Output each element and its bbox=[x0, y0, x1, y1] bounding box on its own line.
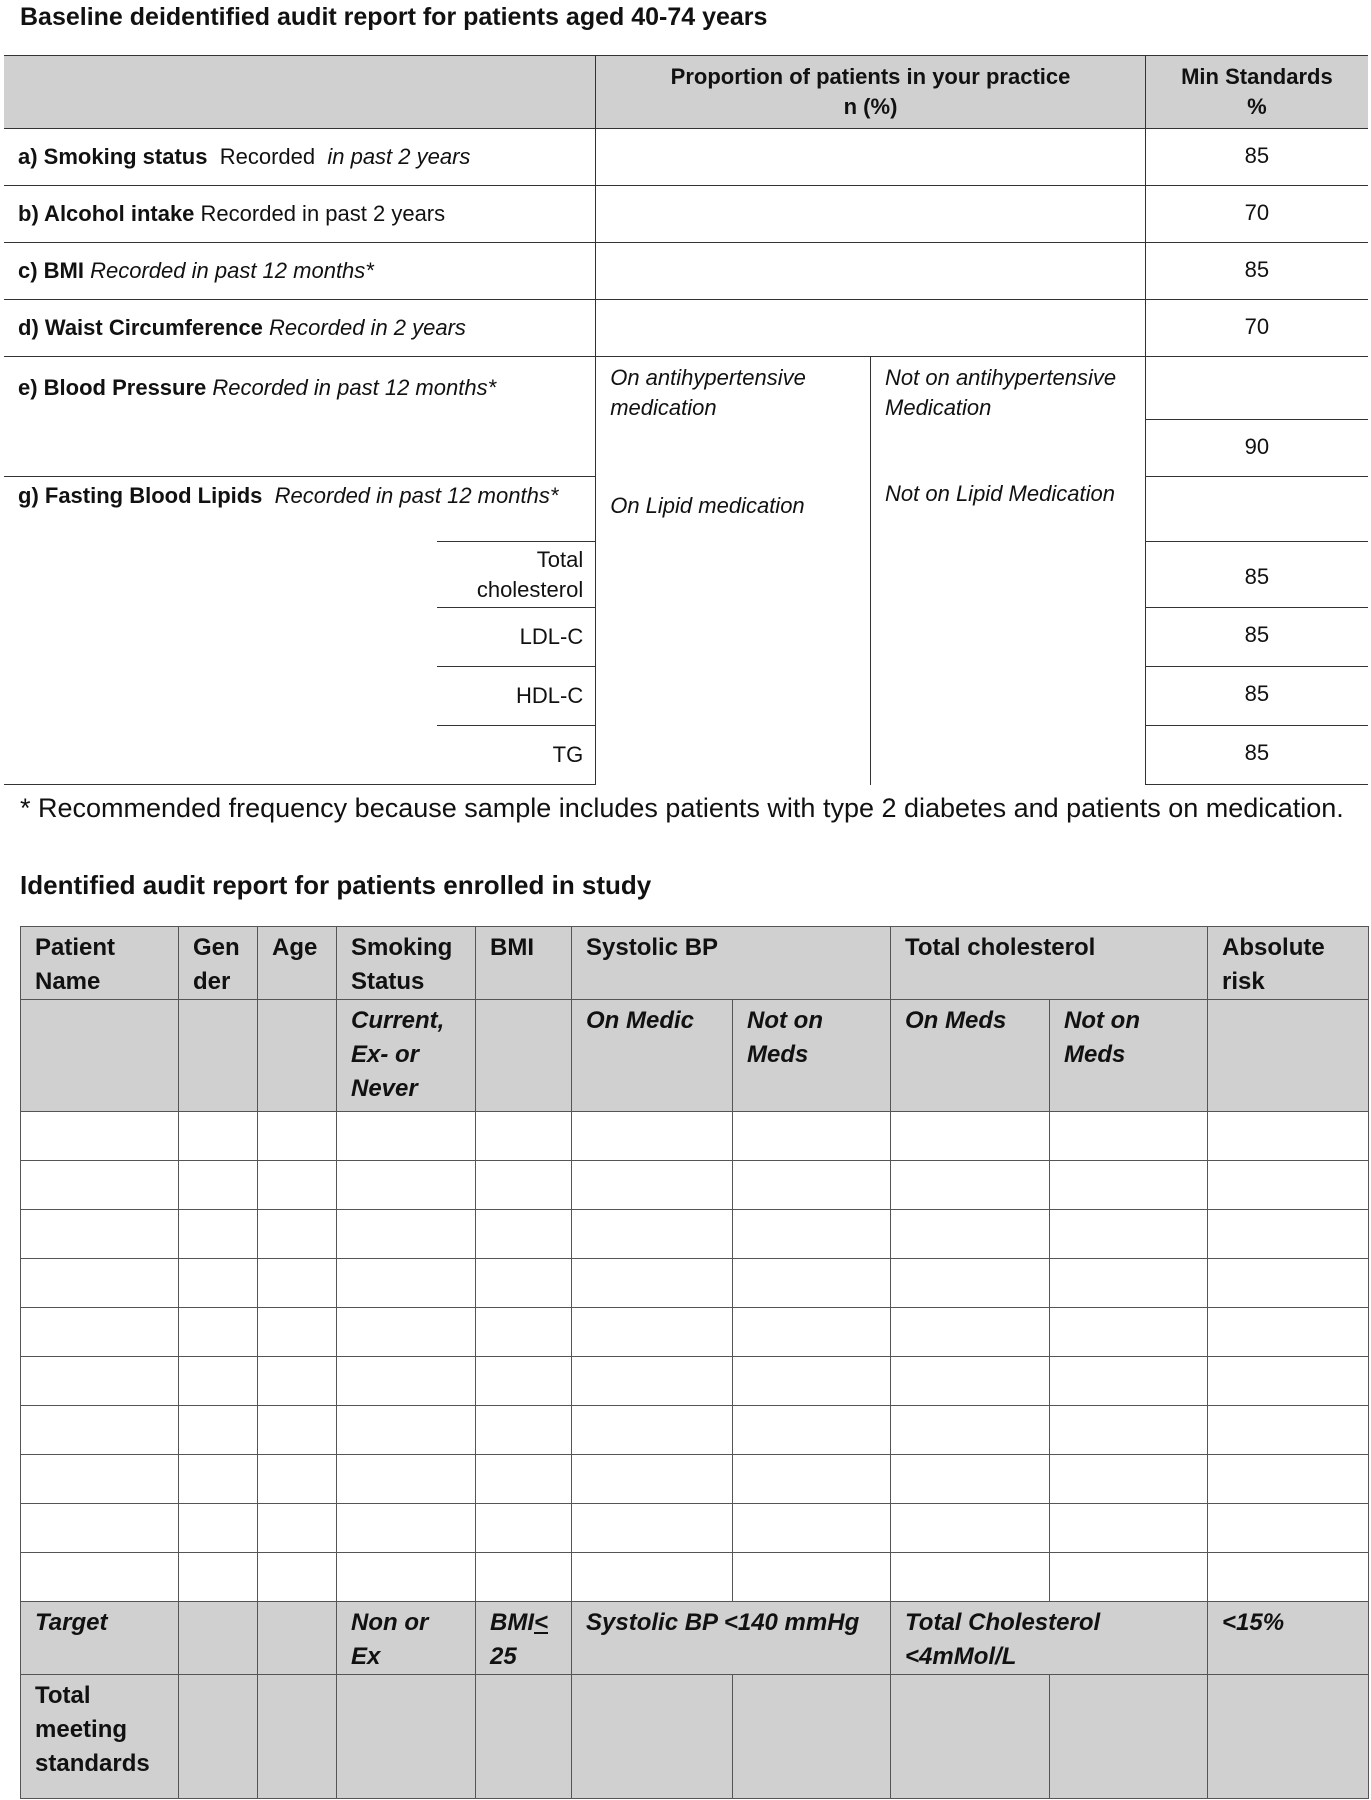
header-systolic-bp: Systolic BP bbox=[572, 927, 891, 1000]
min-standard-value: 70 bbox=[1145, 300, 1368, 357]
min-standard-value: 70 bbox=[1145, 186, 1368, 243]
row-smoking-status: a) Smoking status Recorded in past 2 years 85 bbox=[4, 129, 1368, 186]
patient-entry-row bbox=[21, 1504, 1369, 1553]
baseline-audit-table bbox=[4, 55, 1368, 785]
bp-not-on-medication-label: Not on antihypertensive Medication bbox=[871, 357, 1146, 477]
proportion-cell bbox=[596, 300, 1146, 357]
subheader-chol-on-meds: On Meds bbox=[891, 1000, 1050, 1112]
min-standard-value: 85 bbox=[1145, 667, 1368, 726]
header-patient-name: Patient Name bbox=[21, 927, 179, 1000]
target-total-cholesterol: Total Cholesterol <4mMol/L bbox=[891, 1602, 1208, 1675]
header-absolute-risk: Absolute risk bbox=[1208, 927, 1369, 1000]
table1-header-row bbox=[4, 56, 1368, 129]
min-standards-header: Min Standards % bbox=[1145, 56, 1368, 129]
proportion-header: Proportion of patients in your practice n (%) bbox=[596, 56, 1146, 129]
min-standard-value: 90 bbox=[1145, 420, 1368, 477]
table2-subheader-row bbox=[21, 1000, 1369, 1112]
patient-entry-row bbox=[21, 1112, 1369, 1161]
patient-entry-row bbox=[21, 1259, 1369, 1308]
patient-entry-row bbox=[21, 1308, 1369, 1357]
header-bmi: BMI bbox=[476, 927, 572, 1000]
identified-audit-table bbox=[20, 926, 1369, 1799]
lipid-sub-label: LDL-C bbox=[437, 608, 595, 667]
patient-entry-row bbox=[21, 1553, 1369, 1602]
subheader-chol-not-on-meds: Not on Meds bbox=[1050, 1000, 1208, 1112]
lipid-sub-label: HDL-C bbox=[437, 667, 595, 726]
patient-entry-row bbox=[21, 1357, 1369, 1406]
min-standard-value: 85 bbox=[1145, 726, 1368, 785]
patient-entry-row bbox=[21, 1210, 1369, 1259]
lipid-sub-label: TG bbox=[437, 726, 595, 785]
footnote: * Recommended frequency because sample includes patients with type 2 diabetes and patients on medication. bbox=[20, 793, 1344, 823]
lipid-not-on-medication-label: Not on Lipid Medication bbox=[871, 477, 1146, 785]
patient-entry-row bbox=[21, 1406, 1369, 1455]
patient-entry-row bbox=[21, 1455, 1369, 1504]
patient-entry-row bbox=[21, 1161, 1369, 1210]
target-smoking: Non or Ex bbox=[337, 1602, 476, 1675]
row-waist-circumference: d) Waist Circumference Recorded in 2 years 70 bbox=[4, 300, 1368, 357]
total-meeting-standards-row bbox=[21, 1675, 1369, 1799]
min-standard-value: 85 bbox=[1145, 129, 1368, 186]
min-standard-value: 85 bbox=[1145, 608, 1368, 667]
row-blood-pressure: e) Blood Pressure Recorded in past 12 months* On antihypertensive medication Not on antihypertensive Medication bbox=[4, 357, 1368, 420]
bp-on-medication-label: On antihypertensive medication bbox=[596, 357, 871, 477]
target-bmi: BMI< 25 bbox=[476, 1602, 572, 1675]
target-row bbox=[21, 1602, 1369, 1675]
row-alcohol-intake: b) Alcohol intake Recorded in past 2 years 70 bbox=[4, 186, 1368, 243]
proportion-cell bbox=[596, 243, 1146, 300]
report-title-identified: Identified audit report for patients enrolled in study bbox=[20, 870, 652, 900]
min-standard-value: 85 bbox=[1145, 243, 1368, 300]
row-bmi: c) BMI Recorded in past 12 months* 85 bbox=[4, 243, 1368, 300]
total-meeting-standards-label: Total meeting standards bbox=[21, 1675, 179, 1799]
report-title-baseline: Baseline deidentified audit report for patients aged 40-74 years bbox=[20, 3, 768, 31]
proportion-cell bbox=[596, 129, 1146, 186]
subheader-sbp-on-meds: On Medic bbox=[572, 1000, 733, 1112]
header-total-cholesterol: Total cholesterol bbox=[891, 927, 1208, 1000]
row-fasting-blood-lipids: g) Fasting Blood Lipids Recorded in past 12 months* On Lipid medication Not on Lipid Medication bbox=[4, 477, 1368, 542]
subheader-smoking-options: Current, Ex- or Never bbox=[337, 1000, 476, 1112]
subheader-sbp-not-on-meds: Not on Meds bbox=[733, 1000, 891, 1112]
lipid-on-medication-label: On Lipid medication bbox=[596, 477, 871, 785]
table2-header-row bbox=[21, 927, 1369, 1000]
target-absolute-risk: <15% bbox=[1208, 1602, 1369, 1675]
header-smoking-status: Smoking Status bbox=[337, 927, 476, 1000]
min-standard-value: 85 bbox=[1145, 542, 1368, 608]
lipid-sub-label: Total cholesterol bbox=[437, 542, 595, 608]
target-systolic-bp: Systolic BP <140 mmHg bbox=[572, 1602, 891, 1675]
header-age: Age bbox=[258, 927, 337, 1000]
target-label: Target bbox=[21, 1602, 179, 1675]
header-gender: Gen der bbox=[179, 927, 258, 1000]
proportion-cell bbox=[596, 186, 1146, 243]
